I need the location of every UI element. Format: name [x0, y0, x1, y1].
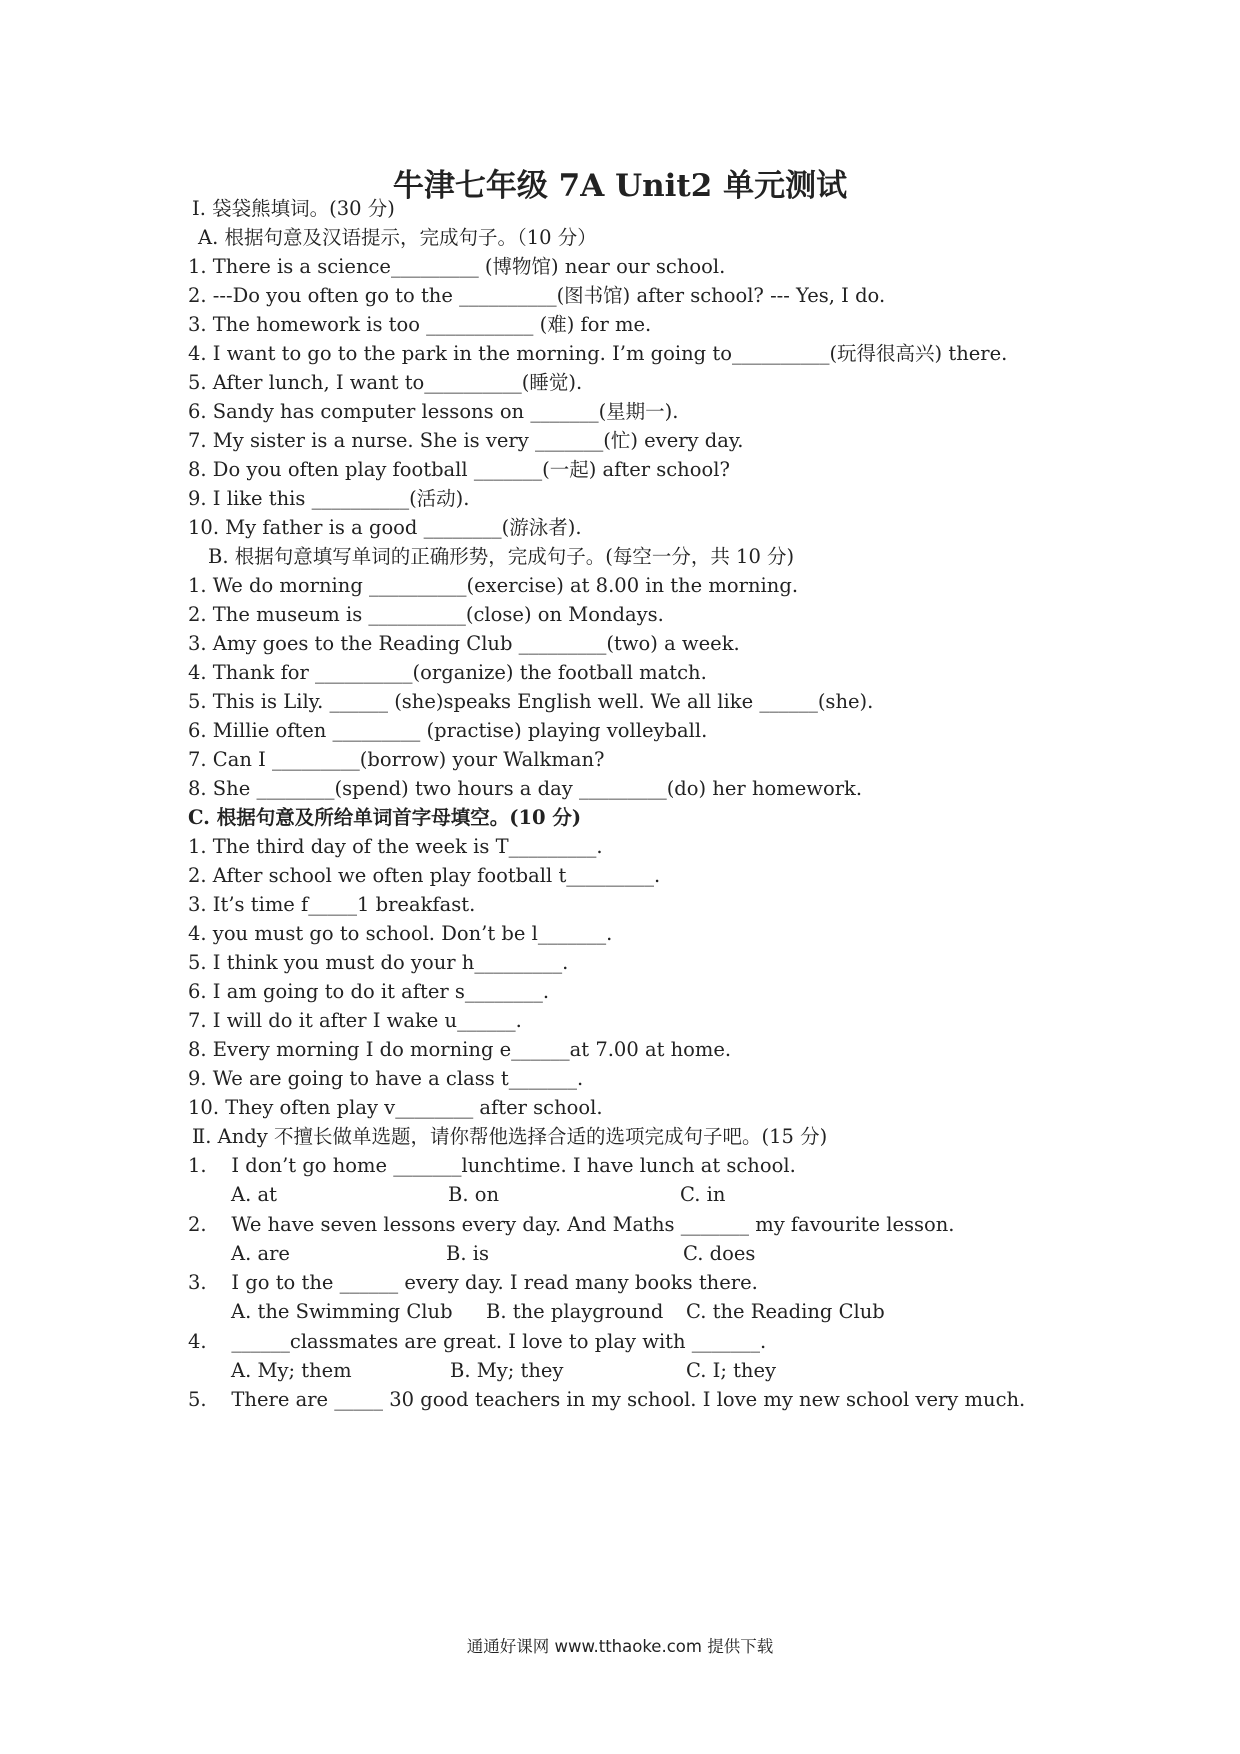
- question: 2. We have seven lessons every day. And Maths _______ my favourite lesson.: [188, 1213, 955, 1236]
- partC-item: 7. I will do it after I wake u______.: [188, 1009, 522, 1032]
- partB-heading: B. 根据句意填写单词的正确形势，完成句子。(每空一分，共 10 分): [208, 545, 795, 568]
- option-c: C. does: [683, 1242, 756, 1265]
- partC-item: 9. We are going to have a class t_______.: [188, 1067, 584, 1090]
- option-c: C. I; they: [686, 1359, 777, 1382]
- partB-item: 5. This is Lily. ______ (she)speaks English well. We all like ______(she).: [188, 690, 874, 713]
- partC-item: 2. After school we often play football t_________.: [188, 864, 661, 887]
- partC-heading: C. 根据句意及所给单词首字母填空。(10 分): [188, 806, 582, 829]
- option-b: B. the playground: [486, 1300, 664, 1323]
- partB-item: 6. Millie often _________ (practise) playing volleyball.: [188, 719, 708, 742]
- partB-item: 3. Amy goes to the Reading Club _________(two) a week.: [188, 632, 740, 655]
- option-b: B. My; they: [450, 1359, 564, 1382]
- footer-credit: 通通好课网 www.tthaoke.com 提供下载: [466, 1637, 774, 1656]
- partC-item: 10. They often play v________ after school.: [188, 1096, 603, 1119]
- question: 3. I go to the ______ every day. I read many books there.: [188, 1271, 758, 1294]
- partA-item: 8. Do you often play football _______(一起) after school?: [188, 458, 730, 481]
- partA-item: 5. After lunch, I want to__________(睡觉).: [188, 371, 583, 394]
- partB-item: 8. She ________(spend) two hours a day _________(do) her homework.: [188, 777, 863, 800]
- partA-item: 7. My sister is a nurse. She is very _______(忙) every day.: [188, 429, 744, 452]
- question: 1. I don’t go home _______lunchtime. I have lunch at school.: [188, 1154, 796, 1177]
- partC-item: 6. I am going to do it after s________.: [188, 980, 550, 1003]
- partC-item: 8. Every morning I do morning e______at 7.00 at home.: [188, 1038, 732, 1061]
- page-title: 牛津七年级 7A Unit2 单元测试: [392, 168, 848, 204]
- option-a: A. My; them: [231, 1359, 352, 1382]
- partB-item: 2. The museum is __________(close) on Mondays.: [188, 603, 664, 626]
- question: 5. There are _____ 30 good teachers in my school. I love my new school very much.: [188, 1388, 1026, 1411]
- partA-item: 3. The homework is too ___________ (难) for me.: [188, 313, 652, 336]
- partB-item: 1. We do morning __________(exercise) at 8.00 in the morning.: [188, 574, 799, 597]
- option-b: B. is: [446, 1242, 489, 1265]
- partA-item: 2. ---Do you often go to the __________(图书馆) after school? --- Yes, I do.: [188, 284, 886, 307]
- partA-heading: A. 根据句意及汉语提示，完成句子。（10 分）: [198, 226, 597, 249]
- option-c: C. the Reading Club: [686, 1300, 885, 1323]
- option-b: B. on: [448, 1183, 500, 1206]
- option-c: C. in: [680, 1183, 726, 1206]
- partC-item: 5. I think you must do your h_________.: [188, 951, 569, 974]
- partA-item: 6. Sandy has computer lessons on _______(星期一).: [188, 400, 679, 423]
- partB-item: 7. Can I _________(borrow) your Walkman?: [188, 748, 605, 771]
- partA-item: 10. My father is a good ________(游泳者).: [188, 516, 582, 539]
- option-a: A. at: [231, 1183, 277, 1206]
- partA-item: 1. There is a science_________ (博物馆) near our school.: [188, 255, 726, 278]
- partA-item: 9. I like this __________(活动).: [188, 487, 470, 510]
- section2-heading: Ⅱ. Andy 不擅长做单选题，请你帮他选择合适的选项完成句子吧。(15 分): [192, 1125, 828, 1148]
- option-a: A. are: [231, 1242, 290, 1265]
- section1-heading: Ⅰ. 袋袋熊填词。(30 分): [192, 197, 395, 220]
- option-a: A. the Swimming Club: [231, 1300, 453, 1323]
- partC-item: 1. The third day of the week is T_________.: [188, 835, 603, 858]
- partC-item: 3. It’s time f_____1 breakfast.: [188, 893, 476, 916]
- question: 4. ______classmates are great. I love to play with _______.: [188, 1330, 767, 1353]
- partB-item: 4. Thank for __________(organize) the football match.: [188, 661, 707, 684]
- partC-item: 4. you must go to school. Don’t be l_______.: [188, 922, 613, 945]
- partA-item: 4. I want to go to the park in the morning. I’m going to__________(玩得很高兴) there.: [188, 342, 1008, 365]
